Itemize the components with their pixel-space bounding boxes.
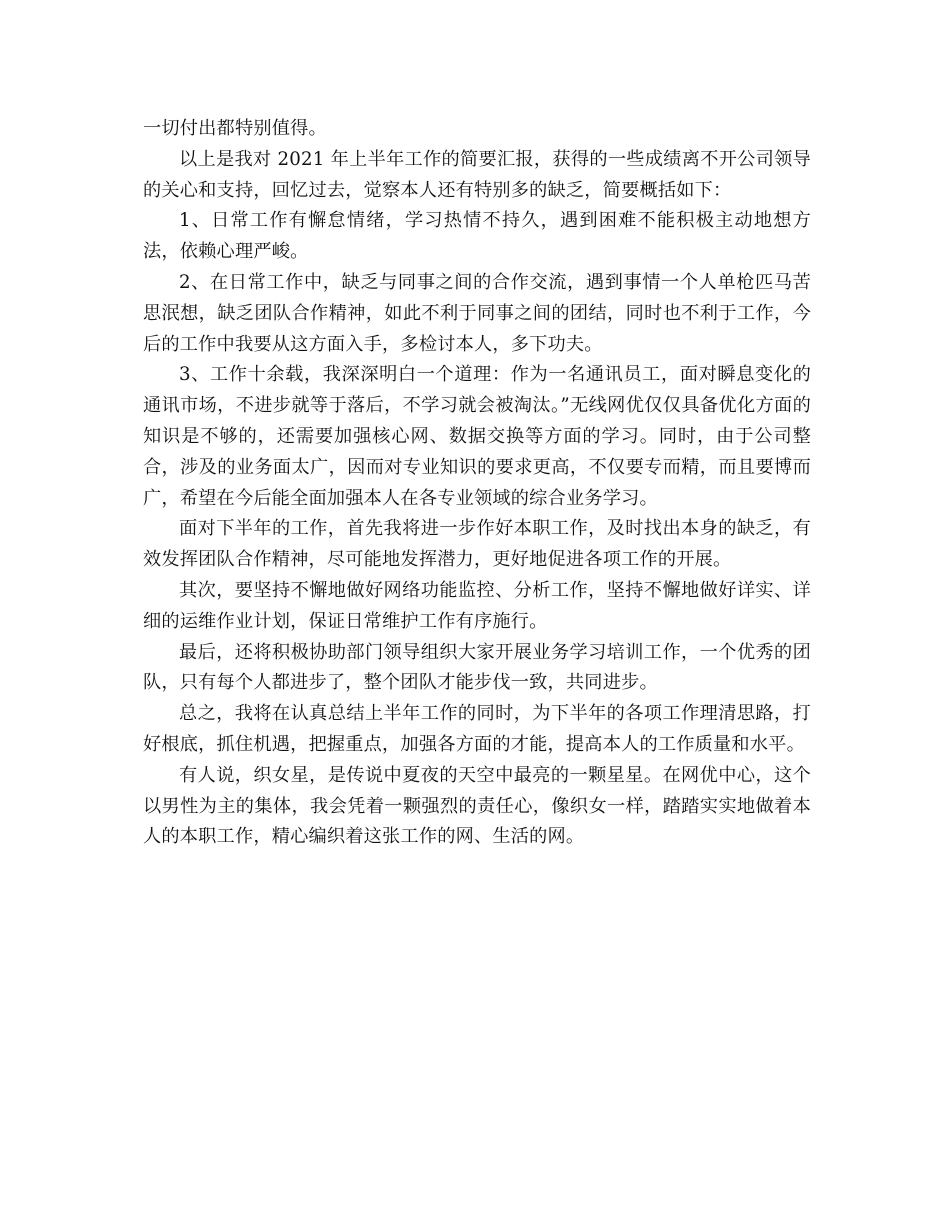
document-body xyxy=(143,114,811,853)
paragraph-shortcoming-2: 2、在日常工作中，缺乏与同事之间的合作交流，遇到事情一个人单枪匹马苦思泯想，缺乏团队合作精神，如此不利于同事之间的团结，同时也不利于工作，今后的工作中我要从这方面入手，多检讨本人，多下功夫。 xyxy=(143,271,811,355)
paragraph-continuation: 一切付出都特别值得。 xyxy=(143,118,327,139)
paragraph-plan-first: 面对下半年的工作，首先我将进一步作好本职工作，及时找出本身的缺乏，有效发挥团队合作精神，尽可能地发挥潜力，更好地促进各项工作的开展。 xyxy=(143,518,811,571)
paragraph-closing: 有人说，织女星，是传说中夏夜的天空中最亮的一颗星星。在网优中心，这个以男性为主的集体，我会凭着一颗强烈的责任心，像织女一样，踏踏实实地做着本人的本职工作，精心编织着这张工作的网、生活的网。 xyxy=(143,764,811,848)
paragraph-conclusion: 总之，我将在认真总结上半年工作的同时，为下半年的各项工作理清思路，打好根底，抓住机遇，把握重点，加强各方面的才能，提高本人的工作质量和水平。 xyxy=(143,703,811,755)
paragraph-shortcoming-3: 3、工作十余载，我深深明白一个道理：作为一名通讯员工，面对瞬息变化的通讯市场，不进步就等于落后，不学习就会被淘汰。”无线网优仅仅具备优化方面的知识是不够的，还需要加强核心网、数据交换等方面的学习。同时，由于公司整合，涉及的业务面太广，因而对专业知识的要求更高，不仅要专而精，而且要博而广，希望在今后能全面加强本人在各专业领域的综合业务学习。 xyxy=(143,364,811,509)
paragraph-plan-last: 最后，还将积极协助部门领导组织大家开展业务学习培训工作，一个优秀的团队，只有每个人都进步了，整个团队才能步伐一致，共同进步。 xyxy=(143,641,811,694)
paragraph-shortcoming-1: 1、日常工作有懈怠情绪，学习热情不持久，遇到困难不能积极主动地想方法，依赖心理严峻。 xyxy=(143,210,811,263)
paragraph-summary-intro: 以上是我对 2021 年上半年工作的简要汇报，获得的一些成绩离不开公司领导的关心和支持，回忆过去，觉察本人还有特别多的缺乏，简要概括如下： xyxy=(143,148,811,201)
paragraph-plan-second: 其次，要坚持不懈地做好网络功能监控、分析工作，坚持不懈地做好详实、详细的运维作业计划，保证日常维护工作有序施行。 xyxy=(143,579,811,632)
